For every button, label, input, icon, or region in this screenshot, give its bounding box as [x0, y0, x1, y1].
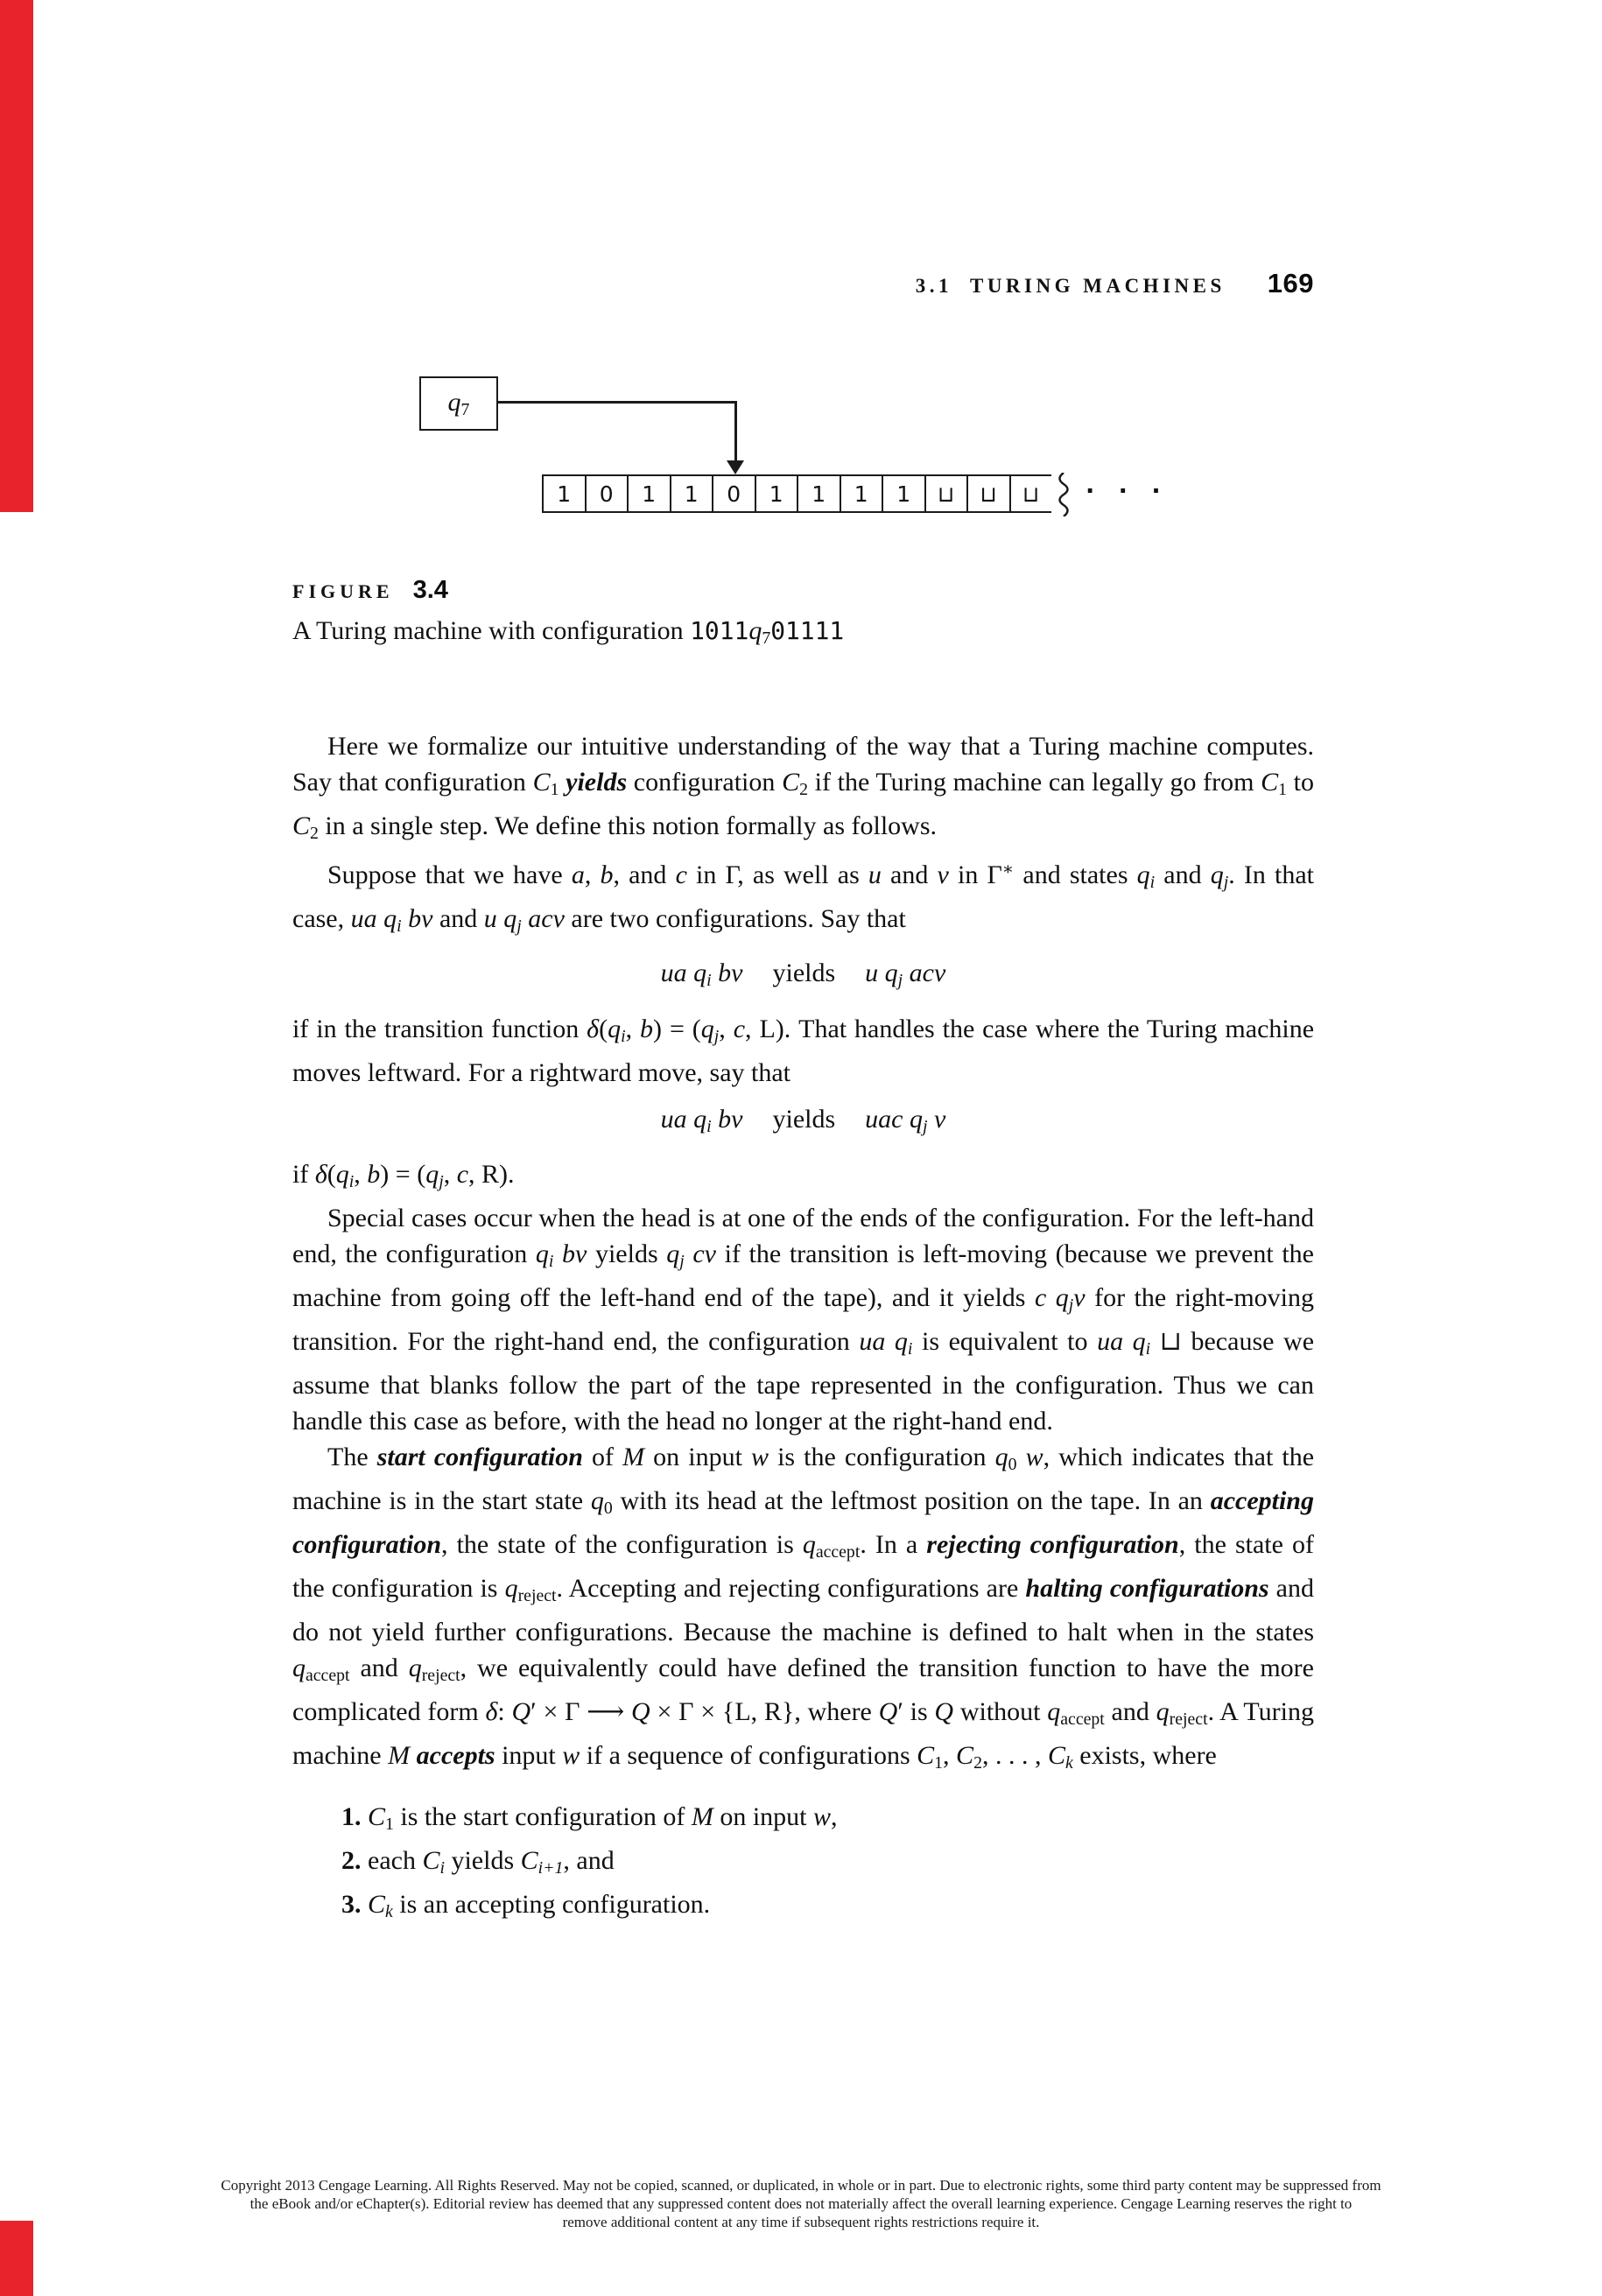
head-pointer-arrowhead-icon [727, 460, 744, 474]
tape-torn-edge-icon [1054, 473, 1073, 516]
copyright-line-3: remove additional content at any time if subsequent rights restrictions require it. [562, 2214, 1040, 2230]
tape [542, 474, 1051, 513]
tape-cell: 1 [883, 476, 926, 511]
tape-cell: 0 [713, 476, 756, 511]
figure-caption: A Turing machine with configuration 1011q701111 [292, 616, 845, 648]
display-equation-leftward: ua qi bv yields u qj acv [660, 958, 946, 990]
figure-label: FIGURE [292, 580, 394, 602]
copyright-line-2: the eBook and/or eChapter(s). Editorial review has deemed that any suppressed content does not materially affect the overall learning experience. Cengage Learning reserves the right to [249, 2195, 1353, 2212]
list-item-1: 1. C1 is the start configuration of M on input w, [341, 1801, 838, 1834]
paragraph-start-configuration: The start configuration of M on input w is the configuration q0 w, which indicates that the machine is in the start state q0 with its head at the leftmost position on the tape. In an accepting configuration, the state of the configuration is qaccept. In a rejecting configuration, the state of the configuration is qreject. Accepting and rejecting configurations are halting configurations and do not yield further configurations. Because the machine is defined to halt when in the states qaccept and qreject, we equivalently could have defined the transition function to have the more complicated form δ: Q′ × Γ ⟶ Q × Γ × {L, R}, where Q′ is Q without qaccept and qreject. A Turing machine M accepts input w if a sequence of configurations C1, C2, . . . , Ck exists, where [292, 1443, 1315, 1773]
paragraph-configurations-setup: Suppose that we have a, b, and c in Γ, as well as u and v in Γ∗ and states qi and qj. In that case, ua qi bv and u qj acv are two configurations. Say that [292, 859, 1314, 936]
page-number: 169 [1267, 268, 1314, 298]
paragraph-right-transition: if δ(qi, b) = (qj, c, R). [292, 1160, 515, 1192]
tape-cell: ⊔ [926, 476, 969, 511]
paragraph-yields-definition: Here we formalize our intuitive understanding of the way that a Turing machine computes. Say that configuration C1 yields configuration C2 if the Turing machine can legally go from C1 to C2 in a single step. We define this notion formally as follows. [292, 732, 1314, 843]
paragraph-left-transition: if in the transition function δ(qi, b) = (qj, c, L). That handles the case where the Turing machine moves leftward. For a rightward move, say that [292, 1014, 1315, 1087]
list-item-2: 2. each Ci yields Ci+1, and [341, 1845, 615, 1878]
list-item-3: 3. Ck is an accepting configuration. [341, 1889, 711, 1921]
tape-cell: ⊔ [968, 476, 1011, 511]
tape-cell: ⊔ [1022, 481, 1040, 507]
paragraph-special-cases: Special cases occur when the head is at one of the ends of the configuration. For the left-hand end, the configuration qi bv yields qj cv if the transition is left-moving (because we prevent the machine from going off the left-hand end of the tape), and it yields c qjv for the right-moving transition. For the right-hand end, the configuration ua qi is equivalent to ua qi ⊔ because we assume that blanks follow the part of the tape represented in the configuration. Thus we can handle this case as before, with the head no longer at the right-hand end. [292, 1204, 1315, 1436]
copyright-line-1: Copyright 2013 Cengage Learning. All Rights Reserved. May not be copied, scanned, or duplicated, in whole or in part. Due to electronic rights, some third party content may be suppressed from [221, 2177, 1381, 2194]
figure-number: 3.4 [412, 576, 448, 604]
body-text [292, 728, 1314, 1930]
tape-cell: 1 [841, 476, 884, 511]
tape-cell: 0 [587, 476, 629, 511]
display-equation-rightward: ua qi bv yields uac qj v [660, 1104, 946, 1136]
head-pointer-line-horizontal [497, 401, 736, 404]
head-pointer-line-vertical [734, 401, 737, 462]
tape-cell: 1 [629, 476, 671, 511]
tape-cell: 1 [544, 476, 587, 511]
state-label: q7 [447, 387, 470, 419]
tape-cell: 1 [756, 476, 799, 511]
tape-cell: 1 [798, 476, 841, 511]
state-box [419, 376, 498, 431]
figure-caption-heading [292, 576, 448, 605]
section-number: 3.1 [915, 275, 952, 297]
section-title: TURING MACHINES [969, 275, 1226, 297]
numbered-list [292, 1799, 1314, 1930]
tape-cell: 1 [671, 476, 714, 511]
copyright-notice [201, 2176, 1401, 2231]
tape-ellipsis: · · · [1086, 478, 1169, 505]
